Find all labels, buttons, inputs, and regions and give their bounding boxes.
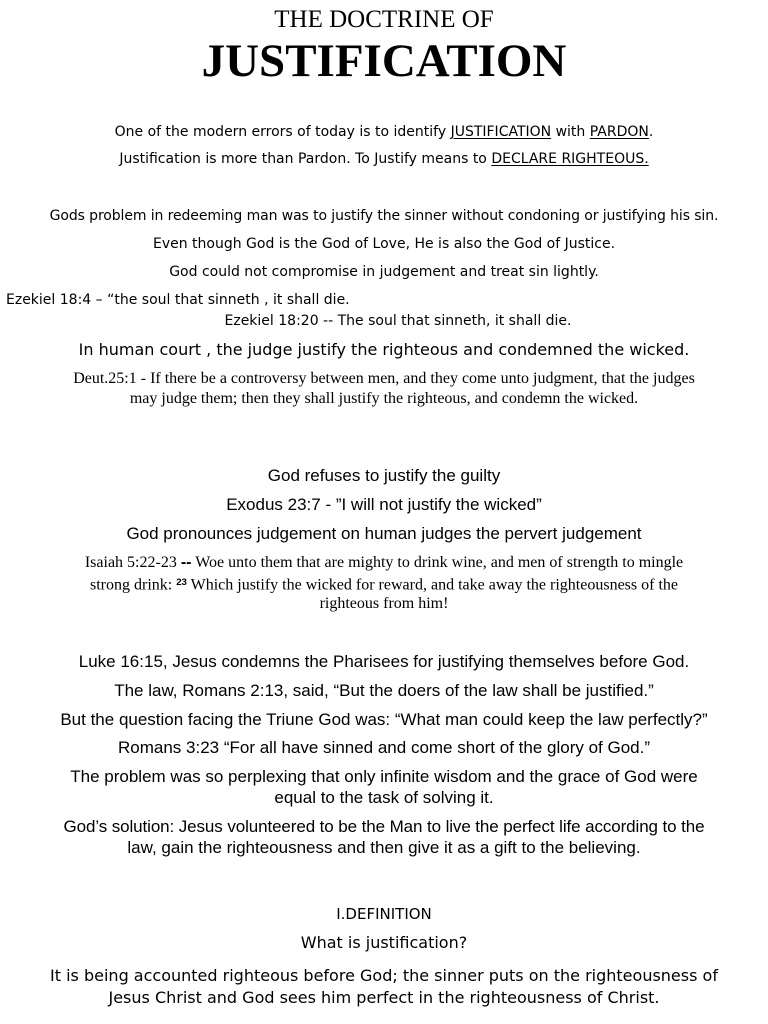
isaiah-line-1: Isaiah 5:22-23 -- Woe unto them that are mighty to drink wine, and men of strength to mingle: [84, 554, 684, 571]
isaiah-line-3: righteous from him!: [319, 595, 449, 612]
definition-heading: I.DEFINITION: [336, 905, 432, 923]
title-line-1: THE DOCTRINE OF: [274, 6, 494, 33]
definition-answer-2: Jesus Christ and God sees him perfect in the righteousness of Christ.: [108, 988, 660, 1007]
perplexing-line-2: equal to the task of solving it.: [274, 788, 494, 807]
solution-line-2: law, gain the righteousness and then give it as a gift to the believing.: [127, 838, 641, 857]
intro-line-1: One of the modern errors of today is to identify JUSTIFICATION with PARDON.: [114, 124, 654, 140]
problem-line-1: Gods problem in redeeming man was to justify the sinner without condoning or justifying his sin.: [49, 208, 719, 224]
romans-2-13: The law, Romans 2:13, said, “But the doers of the law shall be justified.”: [114, 681, 654, 700]
title-line-2: JUSTIFICATION: [201, 35, 567, 87]
ezekiel-18-20: Ezekiel 18:20 -- The soul that sinneth, it shall die.: [224, 313, 572, 329]
definition-answer-1: It is being accounted righteous before God; the sinner puts on the righteousness of: [50, 966, 718, 985]
deut-line-1: Deut.25:1 - If there be a controversy between men, and they come unto judgment, that the judges: [73, 370, 695, 387]
exodus-23-7: Exodus 23:7 - ”I will not justify the wicked”: [226, 495, 542, 514]
refuses-heading: God refuses to justify the guilty: [267, 466, 501, 485]
luke-16-15: Luke 16:15, Jesus condemns the Pharisees for justifying themselves before God.: [78, 652, 690, 671]
problem-line-3: God could not compromise in judgement and treat sin lightly.: [169, 264, 599, 280]
deut-line-2: may judge them; then they shall justify the righteous, and condemn the wicked.: [129, 390, 639, 407]
solution-line-1: God’s solution: Jesus volunteered to be the Man to live the perfect life according to the: [63, 817, 705, 836]
definition-question: What is justification?: [300, 933, 468, 952]
intro-line-2: Justification is more than Pardon. To Justify means to DECLARE RIGHTEOUS.: [119, 151, 649, 167]
isaiah-line-2: strong drink: $^{23}$ Which justify the wicked for reward, and take away the righteousness of the: [90, 576, 678, 594]
pervert-judgement-line: God pronounces judgement on human judges the pervert judgement: [126, 524, 642, 543]
ezekiel-18-4: Ezekiel 18:4 – “the soul that sinneth , it shall die.: [6, 292, 350, 308]
perplexing-line-1: The problem was so perplexing that only infinite wisdom and the grace of God were: [70, 767, 698, 786]
problem-line-2: Even though God is the God of Love, He is also the God of Justice.: [152, 236, 616, 252]
romans-3-23: Romans 3:23 “For all have sinned and come short of the glory of God.”: [118, 738, 650, 757]
human-court-line: In human court , the judge justify the righteous and condemned the wicked.: [78, 340, 690, 359]
triune-question: But the question facing the Triune God was: “What man could keep the law perfectly?”: [60, 710, 708, 729]
